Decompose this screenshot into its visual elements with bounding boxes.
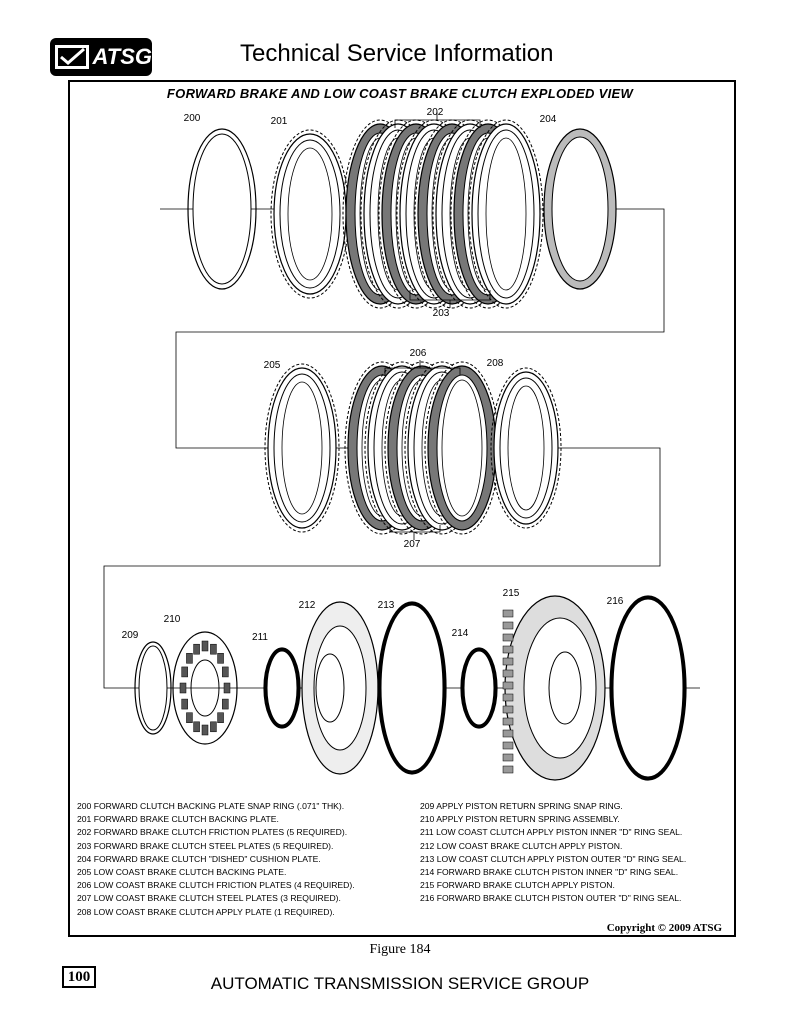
outer-d-ring-216	[610, 596, 686, 780]
callout-216: 216	[606, 596, 624, 607]
callout-204: 204	[539, 114, 557, 125]
legend-item: 205 LOW COAST BRAKE CLUTCH BACKING PLATE.	[77, 867, 287, 878]
callout-208: 208	[486, 358, 504, 369]
callout-215: 215	[502, 588, 520, 599]
callout-201: 201	[270, 116, 288, 127]
legend-item: 208 LOW COAST BRAKE CLUTCH APPLY PLATE (1 REQUIRED).	[77, 906, 335, 917]
legend-item: 207 LOW COAST BRAKE CLUTCH STEEL PLATES (3 REQUIRED).	[77, 893, 341, 904]
callout-205: 205	[263, 360, 281, 371]
parts-legend-left	[77, 800, 355, 919]
callout-213: 213	[377, 600, 395, 611]
parts-legend-right	[420, 800, 686, 906]
callout-212: 212	[298, 600, 316, 611]
apply-piston-212	[302, 602, 378, 774]
callout-200: 200	[183, 113, 201, 124]
callout-206: 206	[409, 348, 427, 359]
legend-item: 206 LOW COAST BRAKE CLUTCH FRICTION PLATES (4 REQUIRED).	[77, 880, 355, 891]
callout-209: 209	[121, 630, 139, 641]
apply-piston-215	[503, 596, 605, 780]
copyright-notice: Copyright © 2009 ATSG	[606, 922, 722, 934]
inner-d-ring-214	[461, 648, 497, 728]
legend-item: 211 LOW COAST CLUTCH APPLY PISTON INNER "D" RING SEAL.	[420, 827, 683, 838]
snap-ring-209	[135, 642, 171, 734]
legend-item: 214 FORWARD BRAKE CLUTCH PISTON INNER "D" RING SEAL.	[420, 867, 679, 878]
legend-item: 216 FORWARD BRAKE CLUTCH PISTON OUTER "D" RING SEAL.	[420, 893, 682, 904]
legend-item: 210 APPLY PISTON RETURN SPRING ASSEMBLY.	[420, 814, 620, 825]
page-number: 100	[62, 966, 96, 988]
legend-item: 209 APPLY PISTON RETURN SPRING SNAP RING.	[420, 801, 623, 811]
callout-214: 214	[451, 628, 469, 639]
inner-d-ring-211	[264, 648, 300, 728]
cushion-plate-204	[544, 129, 616, 289]
backing-plate-205	[265, 364, 339, 532]
legend-item: 204 FORWARD BRAKE CLUTCH "DISHED" CUSHION PLATE.	[77, 853, 321, 864]
diagram-title: FORWARD BRAKE AND LOW COAST BRAKE CLUTCH EXPLODED VIEW	[166, 86, 634, 101]
callout-202: 202	[426, 107, 444, 118]
backing-plate-201	[271, 130, 349, 298]
snap-ring-200	[188, 129, 256, 289]
callout-211: 211	[252, 632, 268, 643]
logo-text: ATSG	[92, 44, 152, 69]
legend-item: 213 LOW COAST CLUTCH APPLY PISTON OUTER "D" RING SEAL.	[420, 853, 687, 864]
figure-caption: Figure 184	[369, 942, 431, 957]
legend-item: 201 FORWARD BRAKE CLUTCH BACKING PLATE.	[77, 814, 279, 825]
apply-plate-208	[491, 368, 561, 528]
legend-item: 212 LOW COAST BRAKE CLUTCH APPLY PISTON.	[420, 840, 623, 851]
footer-text: AUTOMATIC TRANSMISSION SERVICE GROUP	[210, 974, 590, 993]
legend-item: 202 FORWARD BRAKE CLUTCH FRICTION PLATES (5 REQUIRED).	[77, 827, 348, 838]
page-title: Technical Service Information	[240, 40, 554, 67]
legend-item: 203 FORWARD BRAKE CLUTCH STEEL PLATES (5 REQUIRED).	[77, 840, 334, 851]
callout-207: 207	[403, 539, 421, 550]
callout-210: 210	[163, 614, 181, 625]
callout-203: 203	[432, 308, 450, 319]
legend-item: 215 FORWARD BRAKE CLUTCH APPLY PISTON.	[420, 880, 615, 891]
outer-d-ring-213	[378, 602, 446, 774]
legend-item: 200 FORWARD CLUTCH BACKING PLATE SNAP RING (.071" THK).	[77, 801, 345, 811]
